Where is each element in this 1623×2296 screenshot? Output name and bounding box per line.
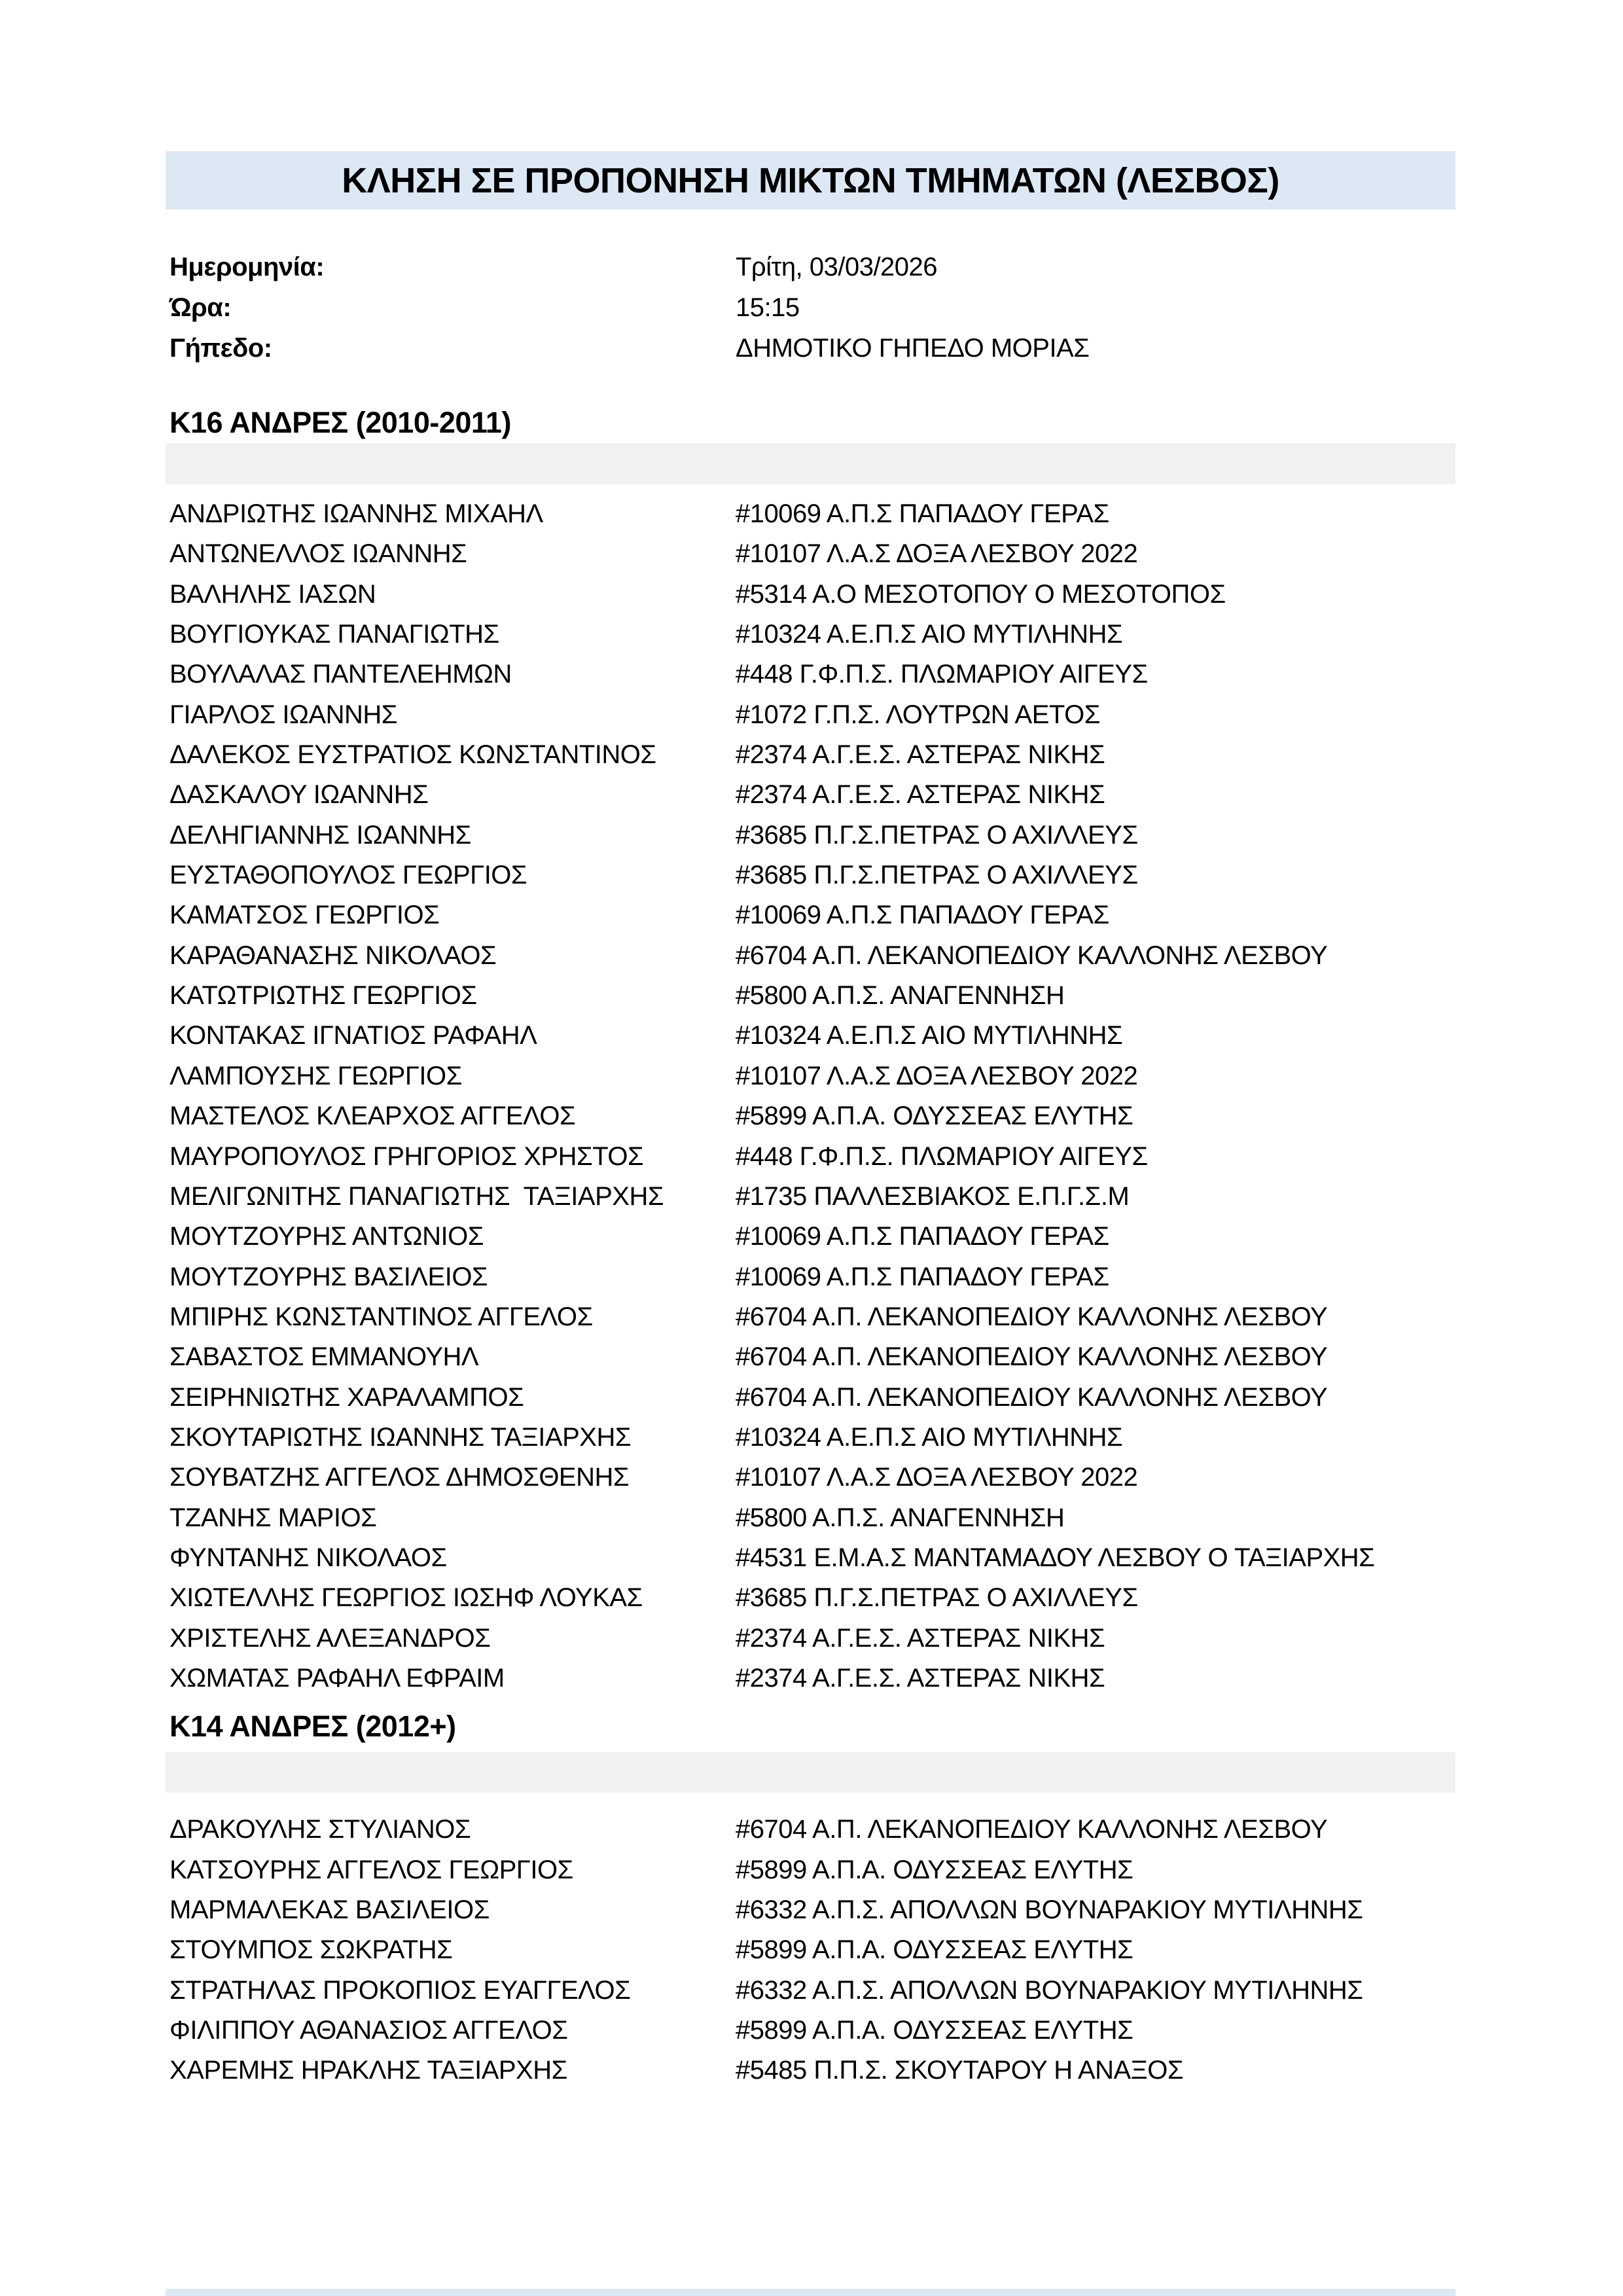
player-row <box>169 976 1455 1016</box>
player-club: #5899 Α.Π.Α. ΟΔΥΣΣΕΑΣ ΕΛΥΤΗΣ <box>736 1935 1133 1965</box>
player-name: ΧΩΜΑΤΑΣ ΡΑΦΑΗΛ ΕΦΡΑΙΜ <box>169 1663 505 1693</box>
player-row <box>169 816 1455 855</box>
player-club: #10107 Λ.Α.Σ ΔΟΞΑ ΛΕΣΒΟΥ 2022 <box>736 539 1138 569</box>
detail-label: Ημερομηνία: <box>169 253 325 281</box>
player-name: ΒΟΥΓΙΟΥΚΑΣ ΠΑΝΑΓΙΩΤΗΣ <box>169 620 499 649</box>
player-name: ΑΝΔΡΙΩΤΗΣ ΙΩΑΝΝΗΣ ΜΙΧΑΗΛ <box>169 499 543 528</box>
player-name: ΣΚΟΥΤΑΡΙΩΤΗΣ ΙΩΑΝΝΗΣ ΤΑΞΙΑΡΧΗΣ <box>169 1422 632 1452</box>
player-row <box>169 655 1455 694</box>
document-content <box>166 0 1455 2091</box>
player-name: ΔΡΑΚΟΥΛΗΣ ΣΤΥΛΙΑΝΟΣ <box>169 1815 471 1844</box>
player-row <box>169 695 1455 735</box>
player-name: ΜΑΣΤΕΛΟΣ ΚΛΕΑΡΧΟΣ ΑΓΓΕΛΟΣ <box>169 1102 576 1131</box>
player-row <box>169 936 1455 976</box>
player-name: ΣΟΥΒΑΤΖΗΣ ΑΓΓΕΛΟΣ ΔΗΜΟΣΘΕΝΗΣ <box>169 1463 630 1492</box>
player-row <box>169 1016 1455 1056</box>
player-name: ΕΥΣΤΑΘΟΠΟΥΛΟΣ ΓΕΩΡΓΙΟΣ <box>169 861 527 890</box>
player-club: #6704 Α.Π. ΛΕΚΑΝΟΠΕΔΙΟΥ ΚΑΛΛΟΝΗΣ ΛΕΣΒΟΥ <box>736 1382 1328 1412</box>
player-name: ΜΑΡΜΑΛΕΚΑΣ ΒΑΣΙΛΕΙΟΣ <box>169 1895 490 1924</box>
section <box>166 1712 1455 2090</box>
detail-label: Γήπεδο: <box>169 334 272 363</box>
player-row <box>169 1096 1455 1136</box>
player-row <box>169 575 1455 615</box>
player-name: ΧΑΡΕΜΗΣ ΗΡΑΚΛΗΣ ΤΑΞΙΑΡΧΗΣ <box>169 2056 567 2085</box>
player-row <box>169 1418 1455 1458</box>
player-row <box>169 2011 1455 2051</box>
player-name: ΧΙΩΤΕΛΛΗΣ ΓΕΩΡΓΙΟΣ ΙΩΣΗΦ ΛΟΥΚΑΣ <box>169 1583 643 1613</box>
player-club: #10324 Α.Ε.Π.Σ ΑΙΟ ΜΥΤΙΛΗΝΗΣ <box>736 620 1123 649</box>
player-row <box>169 1850 1455 1890</box>
detail-value: Τρίτη, 03/03/2026 <box>736 253 938 281</box>
page-title: ΚΛΗΣΗ ΣΕ ΠΡΟΠΟΝΗΣΗ ΜΙΚΤΩΝ ΤΜΗΜΑΤΩΝ (ΛΕΣΒΟΣ) <box>342 160 1279 200</box>
player-row <box>169 1971 1455 2011</box>
player-row <box>169 615 1455 655</box>
player-name: ΒΑΛΗΛΗΣ ΙΑΣΩΝ <box>169 579 376 609</box>
section <box>166 408 1455 1698</box>
player-club: #10069 Α.Π.Σ ΠΑΠΑΔΟΥ ΓΕΡΑΣ <box>736 1222 1109 1251</box>
player-club: #5800 Α.Π.Σ. ΑΝΑΓΕΝΝΗΣΗ <box>736 981 1065 1011</box>
player-row <box>169 1337 1455 1377</box>
player-name: ΔΑΣΚΑΛΟΥ ΙΩΑΝΝΗΣ <box>169 780 429 810</box>
player-name: ΓΙΑΡΛΟΣ ΙΩΑΝΝΗΣ <box>169 700 397 729</box>
title-bar <box>166 151 1455 209</box>
player-row <box>169 855 1455 895</box>
player-club: #5899 Α.Π.Α. ΟΔΥΣΣΕΑΣ ΕΛΥΤΗΣ <box>736 1855 1133 1884</box>
player-club: #6332 Α.Π.Σ. ΑΠΟΛΛΩΝ ΒΟΥΝΑΡΑΚΙΟΥ ΜΥΤΙΛΗΝΗΣ <box>736 1975 1363 2005</box>
player-row <box>169 494 1455 534</box>
player-row <box>169 1177 1455 1217</box>
player-row <box>169 1538 1455 1578</box>
player-row <box>169 1578 1455 1618</box>
player-name: ΦΙΛΙΠΠΟΥ ΑΘΑΝΑΣΙΟΣ ΑΓΓΕΛΟΣ <box>169 2016 568 2045</box>
player-name: ΣΤΟΥΜΠΟΣ ΣΩΚΡΑΤΗΣ <box>169 1935 453 1965</box>
player-name: ΑΝΤΩΝΕΛΛΟΣ ΙΩΑΝΝΗΣ <box>169 539 467 569</box>
player-name: ΜΟΥΤΖΟΥΡΗΣ ΑΝΤΩΝΙΟΣ <box>169 1222 484 1251</box>
player-club: #10324 Α.Ε.Π.Σ ΑΙΟ ΜΥΤΙΛΗΝΗΣ <box>736 1021 1123 1050</box>
player-club: #6332 Α.Π.Σ. ΑΠΟΛΛΩΝ ΒΟΥΝΑΡΑΚΙΟΥ ΜΥΤΙΛΗΝΗΣ <box>736 1895 1363 1924</box>
player-row <box>169 534 1455 574</box>
player-name: ΤΖΑΝΗΣ ΜΑΡΙΟΣ <box>169 1503 377 1532</box>
player-name: ΜΕΛΙΓΩΝΙΤΗΣ ΠΑΝΑΓΙΩΤΗΣ ΤΑΞΙΑΡΧΗΣ <box>169 1181 664 1211</box>
player-club: #3685 Π.Γ.Σ.ΠΕΤΡΑΣ Ο ΑΧΙΛΛΕΥΣ <box>736 1583 1138 1613</box>
player-name: ΚΑΤΩΤΡΙΩΤΗΣ ΓΕΩΡΓΙΟΣ <box>169 981 477 1011</box>
player-row <box>169 1458 1455 1498</box>
player-club: #2374 Α.Γ.Ε.Σ. ΑΣΤΕΡΑΣ ΝΙΚΗΣ <box>736 780 1105 810</box>
player-club: #10069 Α.Π.Σ ΠΑΠΑΔΟΥ ΓΕΡΑΣ <box>736 901 1109 930</box>
player-name: ΛΑΜΠΟΥΣΗΣ ΓΕΩΡΓΙΟΣ <box>169 1061 462 1090</box>
player-row <box>169 1890 1455 1930</box>
player-name: ΣΕΙΡΗΝΙΩΤΗΣ ΧΑΡΑΛΑΜΠΟΣ <box>169 1382 524 1412</box>
player-row <box>169 1217 1455 1257</box>
player-club: #2374 Α.Γ.Ε.Σ. ΑΣΤΕΡΑΣ ΝΙΚΗΣ <box>736 1663 1105 1693</box>
player-row <box>169 1257 1455 1297</box>
section-divider-bar <box>166 443 1455 484</box>
player-club: #10107 Λ.Α.Σ ΔΟΞΑ ΛΕΣΒΟΥ 2022 <box>736 1463 1138 1492</box>
player-row <box>169 2051 1455 2090</box>
detail-value: 15:15 <box>736 293 800 322</box>
player-club: #6704 Α.Π. ΛΕΚΑΝΟΠΕΔΙΟΥ ΚΑΛΛΟΝΗΣ ΛΕΣΒΟΥ <box>736 941 1328 970</box>
player-name: ΚΑΤΣΟΥΡΗΣ ΑΓΓΕΛΟΣ ΓΕΩΡΓΙΟΣ <box>169 1855 573 1884</box>
player-rows <box>166 494 1455 1698</box>
player-club: #5899 Α.Π.Α. ΟΔΥΣΣΕΑΣ ΕΛΥΤΗΣ <box>736 2016 1133 2045</box>
player-club: #2374 Α.Γ.Ε.Σ. ΑΣΤΕΡΑΣ ΝΙΚΗΣ <box>736 740 1105 770</box>
details-block <box>166 247 1455 368</box>
section-divider-bar <box>166 1752 1455 1793</box>
player-club: #10107 Λ.Α.Σ ΔΟΞΑ ΛΕΣΒΟΥ 2022 <box>736 1061 1138 1090</box>
player-club: #448 Γ.Φ.Π.Σ. ΠΛΩΜΑΡΙΟΥ ΑΙΓΕΥΣ <box>736 660 1148 689</box>
player-club: #5800 Α.Π.Σ. ΑΝΑΓΕΝΝΗΣΗ <box>736 1503 1065 1532</box>
player-name: ΒΟΥΛΑΛΑΣ ΠΑΝΤΕΛΕΗΜΩΝ <box>169 660 512 689</box>
player-club: #5899 Α.Π.Α. ΟΔΥΣΣΕΑΣ ΕΛΥΤΗΣ <box>736 1102 1133 1131</box>
player-club: #6704 Α.Π. ΛΕΚΑΝΟΠΕΔΙΟΥ ΚΑΛΛΟΝΗΣ ΛΕΣΒΟΥ <box>736 1342 1328 1372</box>
player-club: #1735 ΠΑΛΛΕΣΒΙΑΚΟΣ Ε.Π.Γ.Σ.Μ <box>736 1181 1130 1211</box>
player-name: ΧΡΙΣΤΕΛΗΣ ΑΛΕΞΑΝΔΡΟΣ <box>169 1623 491 1653</box>
player-club: #10324 Α.Ε.Π.Σ ΑΙΟ ΜΥΤΙΛΗΝΗΣ <box>736 1422 1123 1452</box>
player-club: #6704 Α.Π. ΛΕΚΑΝΟΠΕΔΙΟΥ ΚΑΛΛΟΝΗΣ ΛΕΣΒΟΥ <box>736 1815 1328 1844</box>
player-name: ΚΑΜΑΤΣΟΣ ΓΕΩΡΓΙΟΣ <box>169 901 440 930</box>
player-club: #1072 Γ.Π.Σ. ΛΟΥΤΡΩΝ ΑΕΤΟΣ <box>736 700 1100 729</box>
player-club: #3685 Π.Γ.Σ.ΠΕΤΡΑΣ Ο ΑΧΙΛΛΕΥΣ <box>736 861 1138 890</box>
player-row <box>169 1930 1455 1970</box>
player-name: ΜΠΙΡΗΣ ΚΩΝΣΤΑΝΤΙΝΟΣ ΑΓΓΕΛΟΣ <box>169 1302 593 1331</box>
player-club: #5485 Π.Π.Σ. ΣΚΟΥΤΑΡΟΥ Η ΑΝΑΞΟΣ <box>736 2056 1184 2085</box>
player-club: #6704 Α.Π. ΛΕΚΑΝΟΠΕΔΙΟΥ ΚΑΛΛΟΝΗΣ ΛΕΣΒΟΥ <box>736 1302 1328 1331</box>
section-heading: Κ14 ΑΝΔΡΕΣ (2012+) <box>169 1710 456 1744</box>
detail-row <box>169 247 1455 287</box>
player-club: #4531 Ε.Μ.Α.Σ ΜΑΝΤΑΜΑΔΟΥ ΛΕΣΒΟΥ Ο ΤΑΞΙΑΡΧΗΣ <box>736 1543 1375 1572</box>
player-club: #10069 Α.Π.Σ ΠΑΠΑΔΟΥ ΓΕΡΑΣ <box>736 499 1109 528</box>
player-club: #448 Γ.Φ.Π.Σ. ΠΛΩΜΑΡΙΟΥ ΑΙΓΕΥΣ <box>736 1141 1148 1171</box>
player-row <box>169 775 1455 815</box>
player-club: #3685 Π.Γ.Σ.ΠΕΤΡΑΣ Ο ΑΧΙΛΛΕΥΣ <box>736 820 1138 850</box>
sections <box>166 408 1455 2091</box>
player-rows <box>166 1810 1455 2090</box>
detail-row <box>169 328 1455 368</box>
player-name: ΜΟΥΤΖΟΥΡΗΣ ΒΑΣΙΛΕΙΟΣ <box>169 1262 488 1291</box>
player-row <box>169 1378 1455 1418</box>
detail-row <box>169 287 1455 328</box>
player-row <box>169 895 1455 935</box>
player-row <box>169 1810 1455 1850</box>
player-name: ΣΤΡΑΤΗΛΑΣ ΠΡΟΚΟΠΙΟΣ ΕΥΑΓΓΕΛΟΣ <box>169 1975 631 2005</box>
detail-value: ΔΗΜΟΤΙΚΟ ΓΗΠΕΔΟ ΜΟΡΙΑΣ <box>736 334 1090 363</box>
player-club: #2374 Α.Γ.Ε.Σ. ΑΣΤΕΡΑΣ ΝΙΚΗΣ <box>736 1623 1105 1653</box>
player-row <box>169 735 1455 775</box>
player-name: ΔΕΛΗΓΙΑΝΝΗΣ ΙΩΑΝΝΗΣ <box>169 820 471 850</box>
player-name: ΜΑΥΡΟΠΟΥΛΟΣ ΓΡΗΓΟΡΙΟΣ ΧΡΗΣΤΟΣ <box>169 1141 644 1171</box>
player-row <box>169 1659 1455 1698</box>
player-row <box>169 1056 1455 1096</box>
player-name: ΚΟΝΤΑΚΑΣ ΙΓΝΑΤΙΟΣ ΡΑΦΑΗΛ <box>169 1021 537 1050</box>
player-name: ΚΑΡΑΘΑΝΑΣΗΣ ΝΙΚΟΛΑΟΣ <box>169 941 497 970</box>
player-row <box>169 1619 1455 1659</box>
player-row <box>169 1498 1455 1538</box>
footer-bar <box>166 2289 1455 2296</box>
section-heading: Κ16 ΑΝΔΡΕΣ (2010-2011) <box>169 406 511 439</box>
player-row <box>169 1297 1455 1337</box>
player-name: ΦΥΝΤΑΝΗΣ ΝΙΚΟΛΑΟΣ <box>169 1543 447 1572</box>
player-row <box>169 1137 1455 1177</box>
player-club: #5314 Α.Ο ΜΕΣΟΤΟΠΟΥ Ο ΜΕΣΟΤΟΠΟΣ <box>736 579 1226 609</box>
player-name: ΔΑΛΕΚΟΣ ΕΥΣΤΡΑΤΙΟΣ ΚΩΝΣΤΑΝΤΙΝΟΣ <box>169 740 656 770</box>
player-name: ΣΑΒΑΣΤΟΣ ΕΜΜΑΝΟΥΗΛ <box>169 1342 479 1372</box>
player-club: #10069 Α.Π.Σ ΠΑΠΑΔΟΥ ΓΕΡΑΣ <box>736 1262 1109 1291</box>
detail-label: Ώρα: <box>169 293 232 322</box>
